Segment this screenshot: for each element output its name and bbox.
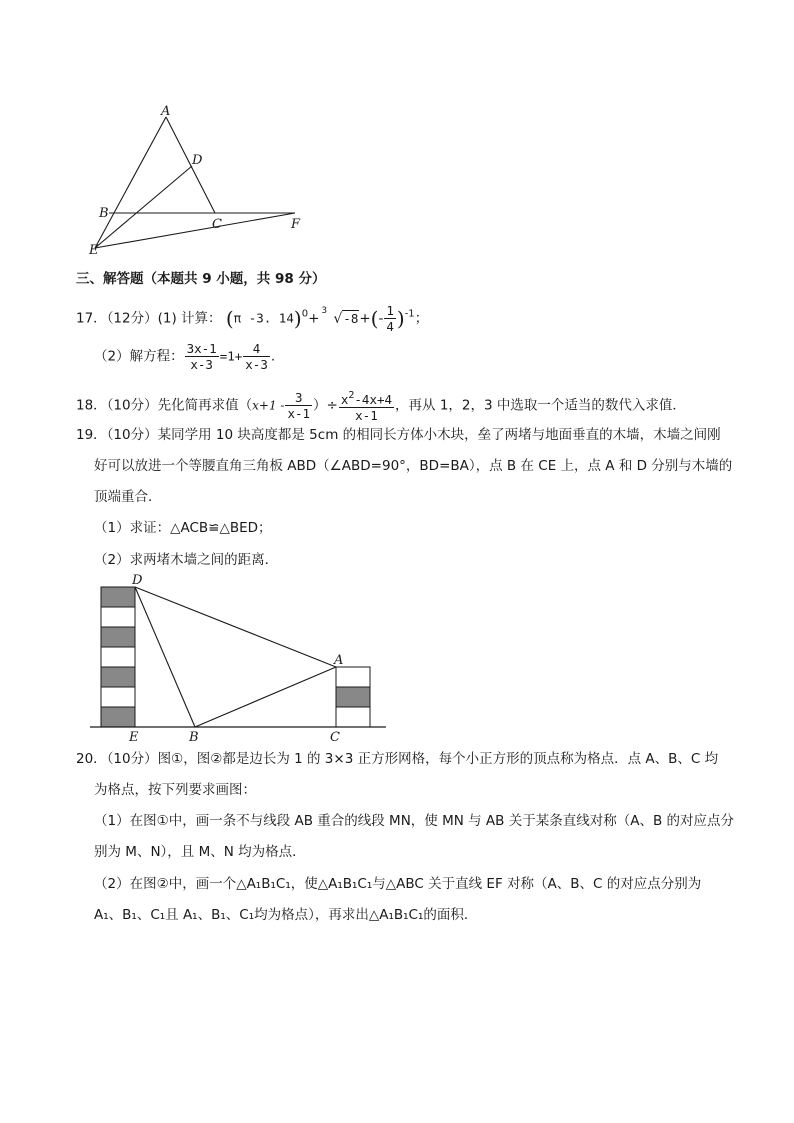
label-D: D (132, 573, 143, 588)
right-block-2 (336, 687, 370, 707)
q17-score: （12分） (106, 310, 158, 327)
left-block-1 (101, 587, 135, 607)
question-20-part2-line2: A₁、B₁、C₁且 A₁、B₁、C₁均为格点），再求出△A₁B₁C₁的面积． (94, 907, 478, 923)
right-block-3 (336, 707, 370, 727)
q18-text2: ）÷ (313, 397, 338, 414)
question-19-part1: （1）求证：△ACB≌△BED； (94, 520, 272, 536)
q18-text1: 先化简再求值（ (157, 397, 253, 414)
question-17-part1: 17．（12分）(1) 计算： (π -3. 14)$^0$+ 3 √-8+(- $\frac{1}{4}$ )$^{-1}$； (76, 303, 428, 334)
left-wall (101, 587, 135, 727)
question-20-line2: 为格点，按下列要求画图： (94, 782, 256, 798)
label-A: A (334, 653, 344, 668)
q17-eq-lhs: $\frac{3x-1}{x-3}$ (186, 341, 217, 372)
label-F: F (291, 217, 301, 232)
label-B: B (189, 730, 199, 745)
q18-text3: ，再从 1，2，3 中选取一个适当的数代入求值． (395, 397, 686, 414)
q17-frac-num: 1 (386, 303, 394, 318)
q17-number: 17． (76, 310, 107, 327)
q19-line1: 某同学用 10 块高度都是 5cm 的相同长方体小木块，垒了两堵与地面垂直的木墙，木墙之间刚 (157, 427, 721, 443)
label-C: C (212, 217, 222, 232)
left-block-5 (101, 667, 135, 687)
q18-fraction1: $\frac{3}{x-1}$ (287, 390, 311, 421)
question-19-part2: （2）求两堵木墙之间的距离． (94, 552, 279, 568)
set-square-triangle (135, 587, 336, 727)
left-block-3 (101, 627, 135, 647)
q17-neg: - (378, 310, 384, 327)
q17-pi-expr: π -3. 14 (233, 310, 294, 326)
q17-eq-rhs: $\frac{4}{x-3}$ (245, 341, 268, 372)
q17-part2-label: （2）解方程： (94, 348, 184, 365)
question-17-part2 (94, 341, 275, 372)
section-heading: 三、解答题（本题共 9 小题，共 98 分） (76, 271, 326, 287)
label-B: B (99, 206, 109, 221)
question-20-line1 (76, 749, 718, 769)
right-wall (336, 667, 370, 727)
q20-score: （10分） (106, 751, 158, 767)
label-E: E (129, 730, 139, 745)
q17-pow0: 0 (301, 308, 309, 320)
question-20-part1-line1: （1）在图①中，画一条不与线段 AB 重合的线段 MN，使 MN 与 AB 关于某条直线对称（A、B 的对应点分 (94, 813, 735, 829)
q17-fraction (384, 303, 396, 334)
q17-pow-neg1: -1 (404, 308, 415, 320)
question-18 (76, 388, 686, 423)
segment-EF (95, 213, 295, 248)
q17-eq-mid: =1+ (219, 348, 243, 364)
label-E: E (89, 243, 99, 258)
q17-plus2: + (359, 310, 371, 327)
q17-cube-root: 3 √-8 (321, 309, 359, 329)
q17-frac-den: 4 (386, 319, 394, 334)
right-block-1 (336, 667, 370, 687)
q20-number: 20． (76, 751, 107, 767)
question-20-part2-line1: （2）在图②中，画一个△A₁B₁C₁，使△A₁B₁C₁与△ABC 关于直线 EF 对称（A、B、C 的对应点分别为 (94, 876, 702, 892)
left-block-6 (101, 687, 135, 707)
q19-score: （10分） (106, 427, 158, 443)
q17-eq-end: . (270, 348, 276, 365)
label-D: D (192, 153, 203, 168)
left-block-4 (101, 647, 135, 667)
question-20-part1-line2: 别为 M、N），且 M、N 均为格点． (94, 844, 306, 860)
label-A: A (161, 104, 171, 119)
q17-semicolon: ； (414, 310, 429, 327)
segment-DB (135, 587, 195, 727)
segment-AC (166, 117, 215, 213)
segment-DA (135, 587, 336, 667)
q19-number: 19． (76, 427, 107, 443)
q20-line1: 图①，图②都是边长为 1 的 3×3 正方形网格，每个小正方形的顶点称为格点．点 A、B、C 均 (157, 751, 719, 767)
q17-cbrt-index: 3 (321, 305, 328, 316)
q18-fraction2: $\frac{x^2-4x+4}{x-1}$ (340, 390, 393, 423)
wooden-wall-figure (88, 570, 388, 745)
segment-BA (195, 667, 336, 727)
left-block-7 (101, 707, 135, 727)
segment-AE (95, 117, 166, 248)
left-block-2 (101, 607, 135, 627)
q18-score: （10分） (106, 397, 158, 414)
q17-cbrt-radicand: -8 (343, 310, 359, 326)
question-19-line2: 好可以放进一个等腰直角三角板 ABD（∠ABD=90°，BD=BA），点 B 在 CE 上，点 A 和 D 分别与木墙的 (94, 458, 733, 474)
segment-ED (95, 166, 192, 248)
q18-number: 18． (76, 397, 107, 414)
q17-part1-label: (1) 计算： (157, 310, 222, 327)
triangle-figure (85, 100, 310, 260)
q18-x-plus: x+1 - (252, 398, 285, 413)
question-19-line3: 顶端重合． (94, 489, 162, 505)
question-19-line1 (76, 425, 721, 445)
q17-plus1: + (308, 310, 320, 327)
label-C: C (330, 730, 340, 745)
